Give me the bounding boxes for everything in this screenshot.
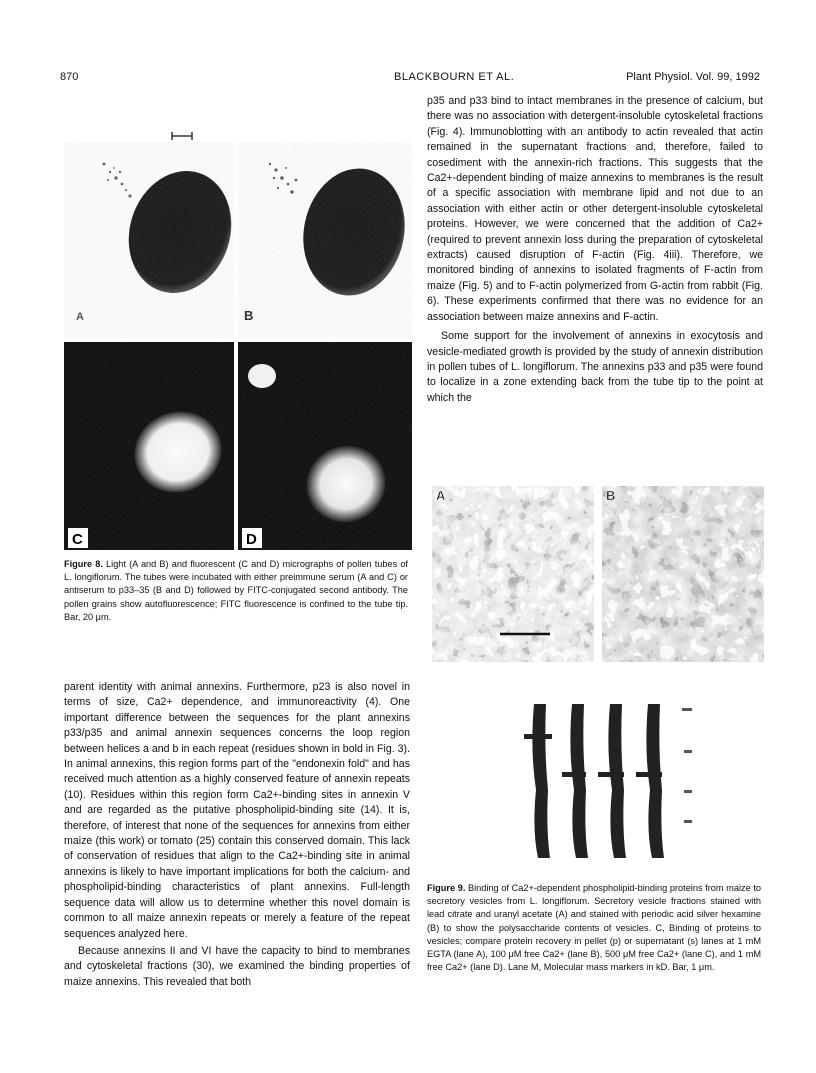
panel-label-b: B — [244, 308, 254, 323]
figure-8-caption-label: Figure 8. — [64, 559, 103, 569]
figure-8 — [64, 120, 412, 550]
paragraph: Some support for the involvement of annexins in exocytosis and vesicle-mediated growth is provided by the study of annexin distribution in pollen tubes of L. longiflorum. The annexins p33 and p35 were found to localize in a zone extending back from the tube tip to the point at which the — [427, 330, 763, 404]
figure-9-gel — [512, 690, 712, 870]
page-number: 870 — [60, 71, 79, 83]
right-column-text — [427, 94, 763, 406]
scale-bar — [172, 132, 192, 140]
figure-8-panel-a — [64, 142, 247, 338]
figure-9-caption — [427, 882, 761, 974]
panel-label-d: D — [246, 531, 257, 548]
paragraph: parent identity with animal annexins. Furthermore, p23 is also novel in terms of size, Ca2+ dependence, and immunoreactivity (4). One important difference between the sequences for the plant annexins p33/p35 and animal annexin sequences concerns the loop region between helices a and b in each repeat (residues shown in bold in Fig. 3). In animal annexins, this region forms part of the "endonexin fold" and has received much attention as a highly conserved feature of annexin repeats (10). Residues within this region form Ca2+-binding sites in annexin V and are regarded as the putative phospholipid-binding site (14). It is, therefore, of interest that none of the sequences for annexins from either maize (this work) or tomato (25) contain this conserved domain. This lack of conservation of residues that align to the Ca2+-binding site in animal annexins is likely to have important implications for both the calcium- and phospholipid-binding characteristics of plant annexins. Full-length sequence data will allow us to determine whether this novel domain is common to all maize annexin repeats or merely a feature of the repeat sequences analyzed here. — [64, 681, 410, 940]
panel-label-a: A — [76, 311, 84, 323]
panel-label-c: C — [72, 531, 83, 548]
gel-band — [524, 734, 552, 739]
gel-band — [562, 772, 586, 777]
panel-label-b: B — [606, 488, 616, 503]
journal-citation: Plant Physiol. Vol. 99, 1992 — [626, 71, 760, 83]
figure-9-panel-b — [602, 486, 764, 662]
figure-9-panel-a — [432, 486, 594, 662]
figure-8-caption — [64, 558, 408, 624]
running-header — [60, 71, 760, 87]
gel-band — [598, 772, 624, 777]
figure-9-caption-label: Figure 9. — [427, 883, 466, 893]
paragraph: p35 and p33 bind to intact membranes in the presence of calcium, but there was no association with detergent-insoluble cytoskeletal fractions (Fig. 4). Immunoblotting with an antibody to actin revealed that actin remained in the supernatant fractions and, therefore, failed to cosediment with the annexin-rich fractions. This suggests that the Ca2+-dependent binding of maize annexins to membranes is the result of a specific association with membrane lipid and not due to an association with either actin or other detergent-insoluble cytoskeletal proteins. However, we were concerned that the addition of Ca2+ (required to prevent annexin loss during the preparation of cytoskeletal extracts) caused disruption of F-actin (Fig. 4iii). Therefore, we monitored binding of annexins to isolated fragments of F-actin from maize (Fig. 5) and to F-actin polymerized from G-actin from rabbit (Fig. 6). These experiments confirmed that there was no evidence for an association between maize annexins and F-actin. — [427, 95, 763, 323]
figure-9-micrographs — [432, 486, 764, 662]
panel-label-a: A — [436, 488, 446, 503]
left-column-text — [64, 680, 410, 990]
figure-8-panel-c — [64, 342, 234, 550]
figure-8-caption-text: Light (A and B) and fluorescent (C and D) micrographs of pollen tubes of L. longiflorum. The tubes were incubated with either preimmune serum (A and C) or antiserum to p33–35 (B and D) followed by FITC-conjugated second antibody. The pollen grains show autofluorescence; FITC fluorescence is confined to the tube tip. Bar, 20 μm. — [64, 559, 408, 622]
figure-8-panel-d — [238, 342, 412, 550]
figure-9-caption-text: Binding of Ca2+-dependent phospholipid-binding proteins from maize to secretory vesicles from L. longiflorum. Secretory vesicle fractions stained with lead citrate and uranyl acetate (A) and stained with periodic acid silver hexamine (B) to show the polysaccharide contents of vesicles. C, Binding of proteins to vesicles; compare protein recovery in pellet (p) or supernatant (s) lanes at 1 mM EGTA (lane A), 100 μM free Ca2+ (lane B), 500 μM free Ca2+ (lane C), and 1 mM free Ca2+ (lane D). Lane M, Molecular mass markers in kD. Bar, 1 μm. — [427, 883, 761, 973]
paragraph: Because annexins II and VI have the capacity to bind to membranes and cytoskeletal fractions (30), we examined the binding properties of maize annexins. This revealed that both — [64, 944, 410, 988]
running-authors: BLACKBOURN ET AL. — [394, 71, 515, 83]
gel-band — [636, 772, 662, 777]
figure-8-panel-b — [238, 142, 412, 338]
